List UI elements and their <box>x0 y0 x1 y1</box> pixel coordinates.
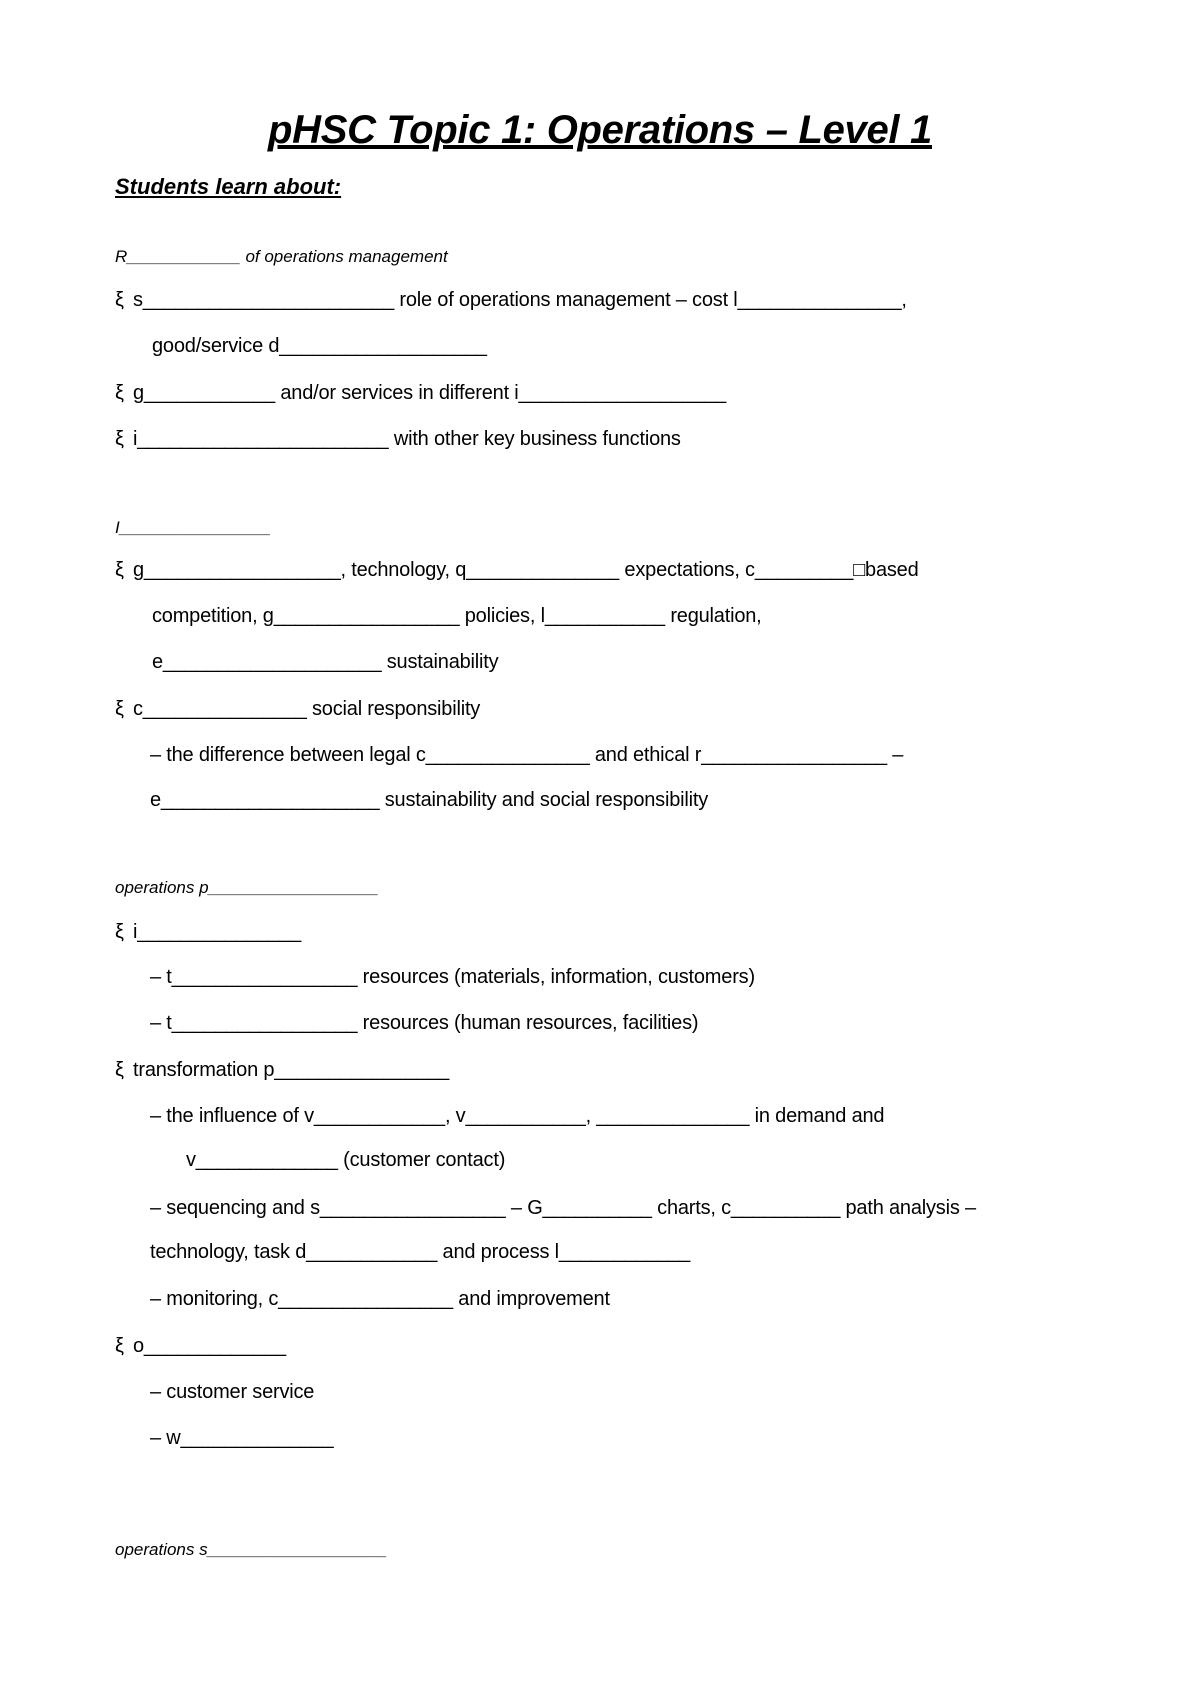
page-subtitle: Students learn about: <box>115 174 342 199</box>
section-heading-strategies: operations s___________________ <box>115 1540 388 1559</box>
list-item <box>115 1059 449 1082</box>
sub-item: – monitoring, c________________ and improvement <box>150 1288 610 1310</box>
list-item-text: s_______________________ role of operations management – cost l_______________, <box>133 289 907 311</box>
sub-item-continuation: e____________________ sustainability and social responsibility <box>150 789 709 811</box>
section-heading-role: R____________ of operations management <box>115 247 448 266</box>
sub-item: – t_________________ resources (materials, information, customers) <box>150 966 755 988</box>
list-item-continuation: e____________________ sustainability <box>152 651 499 673</box>
list-item-text: g__________________, technology, q______________ expectations, c_________□based <box>133 559 919 581</box>
sub-item: – the difference between legal c_______________ and ethical r_________________ – <box>150 744 904 766</box>
bullet-icon: ξ <box>115 559 124 581</box>
list-item <box>115 382 726 405</box>
list-item-text: transformation p________________ <box>133 1059 450 1081</box>
sub-item: – customer service <box>150 1381 315 1403</box>
bullet-icon: ξ <box>115 382 124 404</box>
page-title: pHSC Topic 1: Operations – Level 1 <box>267 108 933 152</box>
sub-item-continuation: v_____________ (customer contact) <box>186 1149 506 1171</box>
list-item-text: g____________ and/or services in different i___________________ <box>133 382 727 404</box>
sub-item: – t_________________ resources (human resources, facilities) <box>150 1012 699 1034</box>
sub-item-continuation: technology, task d____________ and process l____________ <box>150 1241 690 1263</box>
list-item <box>115 921 301 944</box>
list-item-text: i_______________ <box>133 921 302 943</box>
bullet-icon: ξ <box>115 921 124 943</box>
bullet-icon: ξ <box>115 428 124 450</box>
section-heading-processes: operations p__________________ <box>115 878 379 897</box>
list-item <box>115 1335 286 1358</box>
list-item-continuation: competition, g_________________ policies, l___________ regulation, <box>152 605 762 627</box>
list-item-text: i_______________________ with other key business functions <box>133 428 681 450</box>
list-item-text: o_____________ <box>133 1335 286 1357</box>
list-item <box>115 289 907 312</box>
bullet-icon: ξ <box>115 698 124 720</box>
list-item <box>115 559 919 582</box>
list-item <box>115 428 681 451</box>
section-heading-influences: I________________ <box>115 518 271 537</box>
list-item-continuation: good/service d___________________ <box>152 335 487 357</box>
bullet-icon: ξ <box>115 1335 124 1357</box>
bullet-icon: ξ <box>115 289 124 311</box>
list-item <box>115 698 480 721</box>
list-item-text: c_______________ social responsibility <box>133 698 481 720</box>
bullet-icon: ξ <box>115 1059 124 1081</box>
sub-item: – the influence of v____________, v___________, ______________ in demand and <box>150 1105 885 1127</box>
sub-item: – w______________ <box>150 1427 334 1449</box>
sub-item: – sequencing and s_________________ – G__________ charts, c__________ path analysis – <box>150 1197 976 1219</box>
